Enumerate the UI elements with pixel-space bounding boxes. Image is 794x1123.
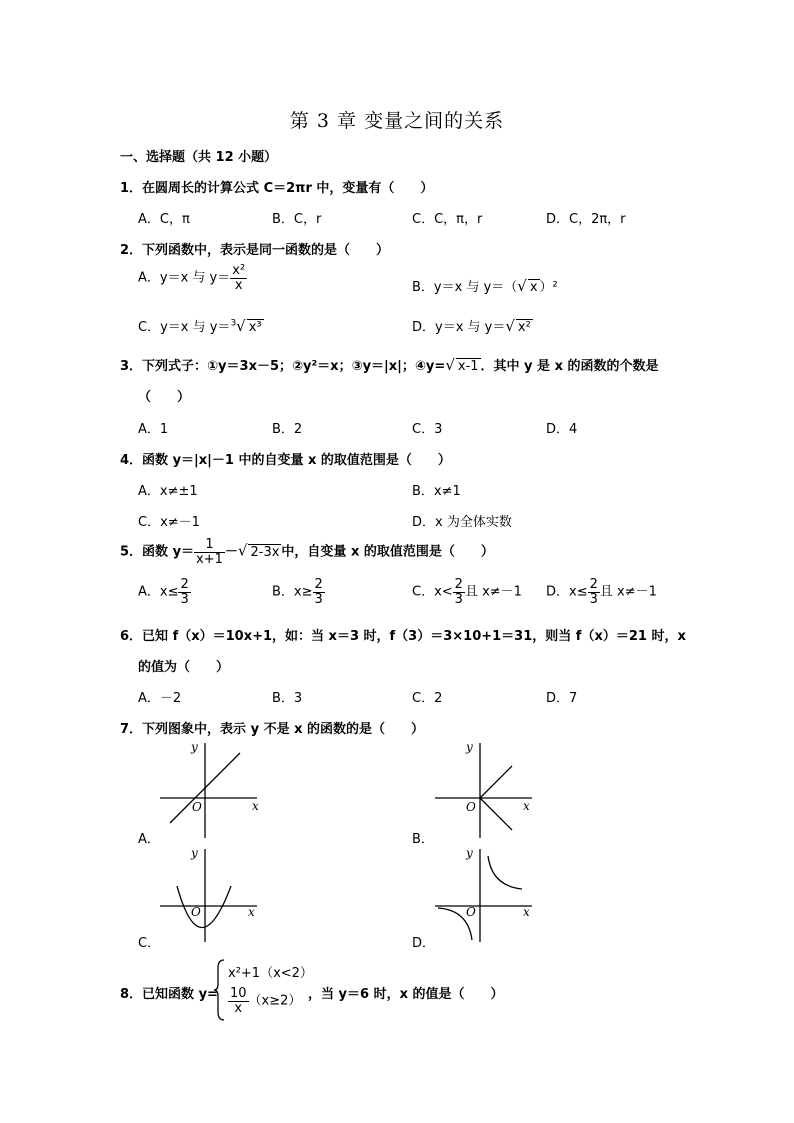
q3-radicand: x-1 <box>457 359 479 374</box>
q1-option-b[interactable]: B．C，r <box>272 212 322 227</box>
q4-option-c[interactable]: C．x≠－1 <box>138 515 200 530</box>
q5-c-prefix: C．x< <box>412 584 453 600</box>
q5-option-b[interactable] <box>272 578 325 606</box>
q5-d-fraction <box>588 578 600 606</box>
x-axis-label: x <box>248 905 255 919</box>
q5-c-denominator: 3 <box>454 591 463 607</box>
q5-b-prefix: B．x≥ <box>272 584 313 600</box>
q5-a-fraction <box>178 578 190 606</box>
q7-graph-a[interactable] <box>155 738 265 848</box>
page-title: 第 3 章 变量之间的关系 <box>289 110 505 132</box>
q1-option-c[interactable]: C．C，π，r <box>412 212 483 227</box>
q5-b-numerator: 2 <box>314 577 323 592</box>
sqrt-icon: √ <box>505 317 515 335</box>
q2-option-b[interactable] <box>412 276 558 295</box>
q5-a-denominator: 3 <box>180 591 189 607</box>
q2-a-numerator: x² <box>232 263 246 278</box>
q6-option-c[interactable]: C．2 <box>412 691 443 706</box>
q7-option-b[interactable]: B． <box>412 832 434 847</box>
origin-label: O <box>191 905 201 919</box>
cube-root-icon: √ <box>236 317 246 335</box>
q5-option-c[interactable] <box>412 578 522 606</box>
q5-c-condition: 且 x≠－1 <box>464 584 522 600</box>
q7-option-a[interactable]: A． <box>138 832 160 847</box>
q5-a-numerator: 2 <box>180 577 189 592</box>
question-7-stem: 7．下列图象中，表示 y 不是 x 的函数的是（ ） <box>120 722 425 737</box>
q2-b-suffix: ）² <box>539 280 558 295</box>
q7-graph-b[interactable] <box>430 738 540 848</box>
q5-c-numerator: 2 <box>454 577 463 592</box>
q2-option-c[interactable] <box>138 316 264 335</box>
question-2-stem: 2．下列函数中，表示是同一函数的是（ ） <box>120 243 390 258</box>
q5-denominator: x+1 <box>196 551 223 567</box>
q1-option-a[interactable]: A．C，π <box>138 212 190 227</box>
q2-c-prefix: C．y＝x 与 y＝ <box>138 320 231 335</box>
x-axis-label: x <box>252 799 259 813</box>
q5-b-fraction <box>313 578 325 606</box>
upper-ray <box>480 766 512 798</box>
q7-option-d[interactable]: D． <box>412 936 436 951</box>
q7-option-c[interactable]: C． <box>138 936 161 951</box>
q5-d-numerator: 2 <box>589 577 598 592</box>
q5-d-prefix: D．x≤ <box>546 584 588 600</box>
q5-c-fraction <box>453 578 465 606</box>
q5-d-denominator: 3 <box>589 591 598 607</box>
q2-c-radicand: x³ <box>248 320 262 335</box>
q2-b-radicand: x <box>529 280 538 295</box>
q3-option-b[interactable]: B．2 <box>272 422 303 437</box>
left-brace-icon <box>212 958 226 1022</box>
y-axis-label: y <box>466 846 473 860</box>
q5-minus: － <box>224 544 238 560</box>
q7-graph-d[interactable] <box>430 844 540 944</box>
q3-option-d[interactable]: D．4 <box>546 422 578 437</box>
origin-label: O <box>466 905 476 919</box>
sqrt-icon: √ <box>517 277 527 295</box>
q8-case-2 <box>228 987 301 1015</box>
origin-label: O <box>466 800 476 814</box>
q5-option-a[interactable] <box>138 578 191 606</box>
x-axis-label: x <box>523 905 530 919</box>
q3-stem-a: 3．下列式子：①y＝3x－5；②y²＝x；③y＝|x|；④y= <box>120 359 446 374</box>
question-1-stem: 1．在圆周长的计算公式 C＝2πr 中，变量有（ ） <box>120 181 434 196</box>
q4-option-b[interactable]: B．x≠1 <box>412 484 461 499</box>
q5-d-condition: 且 x≠－1 <box>599 584 657 600</box>
q2-a-fraction <box>230 264 247 292</box>
q2-d-radicand: x² <box>517 320 531 335</box>
q8-case-1: x²+1（x<2） <box>228 966 313 981</box>
q7-graph-c[interactable] <box>155 844 265 944</box>
q5-option-d[interactable] <box>546 578 657 606</box>
q3-option-a[interactable]: A．1 <box>138 422 169 437</box>
q2-a-denominator: x <box>234 277 243 293</box>
q4-option-d[interactable]: D．x 为全体实数 <box>412 515 512 530</box>
question-5-stem <box>120 538 494 566</box>
q5-radicand: 2-3x <box>250 544 280 560</box>
y-axis-label: y <box>466 740 473 754</box>
q2-c-root-index: 3 <box>230 318 237 329</box>
q2-option-d[interactable] <box>412 316 533 335</box>
question-6-stem-line1: 6．已知 f（x）＝10x+1，如：当 x＝3 时，f（3）＝3×10+1＝31，则当 f（x）＝21 时，x <box>120 629 686 644</box>
parabola-curve <box>177 886 231 928</box>
q6-option-d[interactable]: D．7 <box>546 691 578 706</box>
sqrt-icon: √ <box>237 541 248 560</box>
y-axis-label: y <box>191 740 198 754</box>
q1-option-d[interactable]: D．C，2π，r <box>546 212 626 227</box>
question-4-stem: 4．函数 y＝|x|－1 中的自变量 x 的取值范围是（ ） <box>120 453 451 468</box>
x-axis-label: x <box>523 799 530 813</box>
hyperbola-branch-right <box>488 856 522 889</box>
q8-case-2-numerator: 10 <box>230 986 247 1001</box>
lower-ray <box>480 798 512 830</box>
q8-case-2-condition: （x≥2） <box>248 993 302 1009</box>
origin-label: O <box>192 800 202 814</box>
q5-stem-a: 5．函数 y＝ <box>120 544 195 560</box>
q3-stem-b: ．其中 y 是 x 的函数的个数是 <box>480 359 659 374</box>
q4-option-a[interactable]: A．x≠±1 <box>138 484 198 499</box>
q5-a-prefix: A．x≤ <box>138 584 179 600</box>
q8-stem-b: ，当 y＝6 时，x 的值是（ ） <box>308 987 504 1002</box>
q6-option-a[interactable]: A．－2 <box>138 691 182 706</box>
q5-stem-b: 中，自变量 x 的取值范围是（ ） <box>281 544 494 560</box>
q5-b-denominator: 3 <box>314 591 323 607</box>
q5-fraction <box>194 538 225 566</box>
q2-d-prefix: D．y＝x 与 y＝ <box>412 320 506 335</box>
q8-case-2-fraction <box>228 987 249 1015</box>
q5-numerator: 1 <box>194 538 225 553</box>
q3-option-c[interactable]: C．3 <box>412 422 443 437</box>
q3-answer-paren: （ ） <box>138 390 191 405</box>
q6-option-b[interactable]: B．3 <box>272 691 303 706</box>
question-6-stem-line2: 的值为（ ） <box>138 660 230 675</box>
q2-option-a[interactable] <box>138 264 247 292</box>
q2-a-prefix: A．y＝x 与 y＝ <box>138 270 231 286</box>
q2-b-prefix: B．y＝x 与 y＝（ <box>412 280 518 295</box>
question-3-stem <box>120 355 659 374</box>
sqrt-icon: √ <box>445 356 455 374</box>
q8-stem-a: 8．已知函数 y= <box>120 987 218 1002</box>
y-axis-label: y <box>191 846 198 860</box>
section-heading: 一、选择题（共 12 小题） <box>120 150 278 165</box>
q8-case-2-denominator: x <box>234 1000 243 1016</box>
